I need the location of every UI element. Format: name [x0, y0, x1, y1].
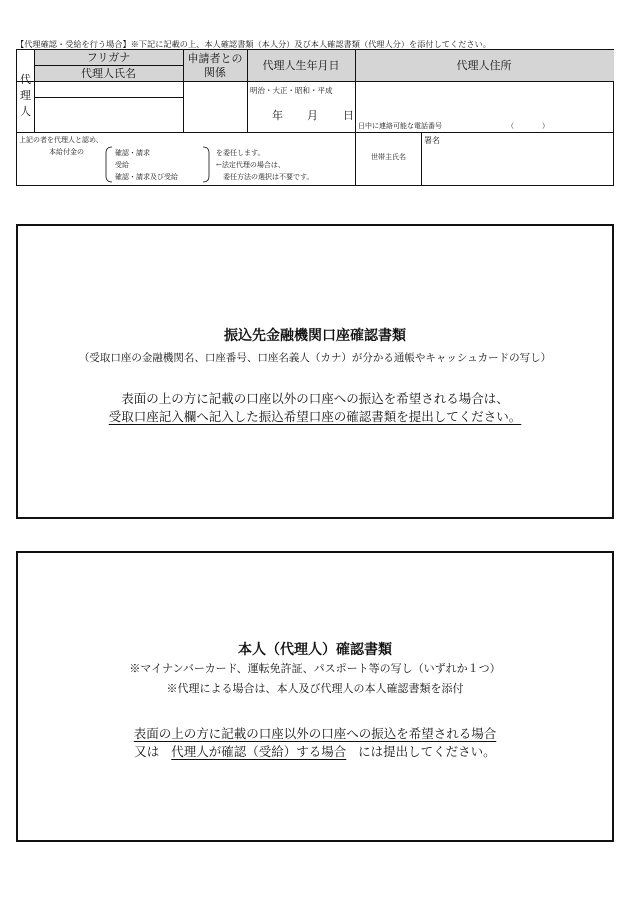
proxy-side-label: 代理人 — [20, 73, 31, 118]
signature-label: 署名 — [424, 136, 440, 145]
id-box-note-1: ※マイナンバーカード、運転免許証、パスポート等の写し（いずれか１つ） — [129, 662, 501, 675]
id-box-line2-prefix: 又は — [134, 744, 160, 759]
identity-document-box — [16, 551, 614, 842]
dob-month-unit: 月 — [307, 109, 318, 122]
dob-label: 代理人生年月日 — [262, 59, 340, 72]
proxy-form — [16, 49, 614, 186]
relation-label-line1: 申請者との — [187, 52, 243, 65]
bank-box-instruction-1: 表面の上の方に記載の口座以外の口座への振込を希望される場合は、 — [121, 391, 509, 406]
address-label: 代理人住所 — [456, 59, 512, 72]
address-field[interactable] — [356, 82, 613, 122]
phone-label: 日中に連絡可能な電話番号 — [358, 122, 442, 130]
delegate-prefix: 本給付金の — [49, 148, 84, 156]
relation-label-line2: 関係 — [204, 66, 226, 79]
option-confirm-claim-receive[interactable]: 確認・請求及び受給 — [115, 173, 178, 181]
proxy-instruction-note: 【代理確認・受給を行う場合】※下記に記載の上、本人確認書類（本人分）及び本人確認書類（代理人分）を添付してください。 — [16, 39, 491, 49]
option-receive[interactable]: 受給 — [115, 161, 129, 169]
id-box-note-2: ※代理による場合は、本人及び代理人の本人確認書類を添付 — [166, 682, 464, 695]
legal-proxy-note-1: ←法定代理の場合は、 — [216, 161, 285, 169]
era-options[interactable]: 明治・大正・昭和・平成 — [250, 86, 333, 95]
bank-account-document-box — [16, 224, 614, 519]
delegate-suffix: を委任します。 — [216, 149, 265, 157]
phone-field[interactable]: （ ） — [507, 122, 549, 130]
options-bracket — [17, 50, 357, 187]
option-confirm-claim[interactable]: 確認・請求 — [115, 149, 150, 157]
furigana-label: フリガナ — [86, 51, 131, 64]
dob-year-unit: 年 — [272, 109, 283, 122]
bank-box-instruction-2: 受取口座記入欄へ記入した振込希望口座の確認書類を提出してください。 — [108, 409, 522, 424]
delegate-statement: 上記の者を代理人と認め、 — [19, 136, 103, 144]
householder-label: 世帯主氏名 — [371, 153, 406, 161]
id-box-line2-proxy: 代理人が確認（受給）する場合 — [171, 744, 347, 759]
dob-day-unit: 日 — [343, 109, 354, 122]
id-box-title: 本人（代理人）確認書類 — [238, 642, 392, 658]
proxy-name-label: 代理人氏名 — [81, 67, 136, 80]
bank-box-title: 振込先金融機関口座確認書類 — [224, 328, 406, 344]
bank-box-subtitle: （受取口座の金融機関名、口座番号、口座名義人（カナ）が分かる通帳やキャッシュカードの写し） — [78, 352, 552, 364]
signature-field[interactable] — [422, 133, 613, 185]
id-box-instruction-1: 表面の上の方に記載の口座以外の口座への振込を希望される場合 — [133, 726, 497, 741]
legal-proxy-note-2: 委任方法の選択は不要です。 — [223, 173, 314, 181]
id-box-line2-suffix: には提出してください。 — [358, 744, 496, 759]
